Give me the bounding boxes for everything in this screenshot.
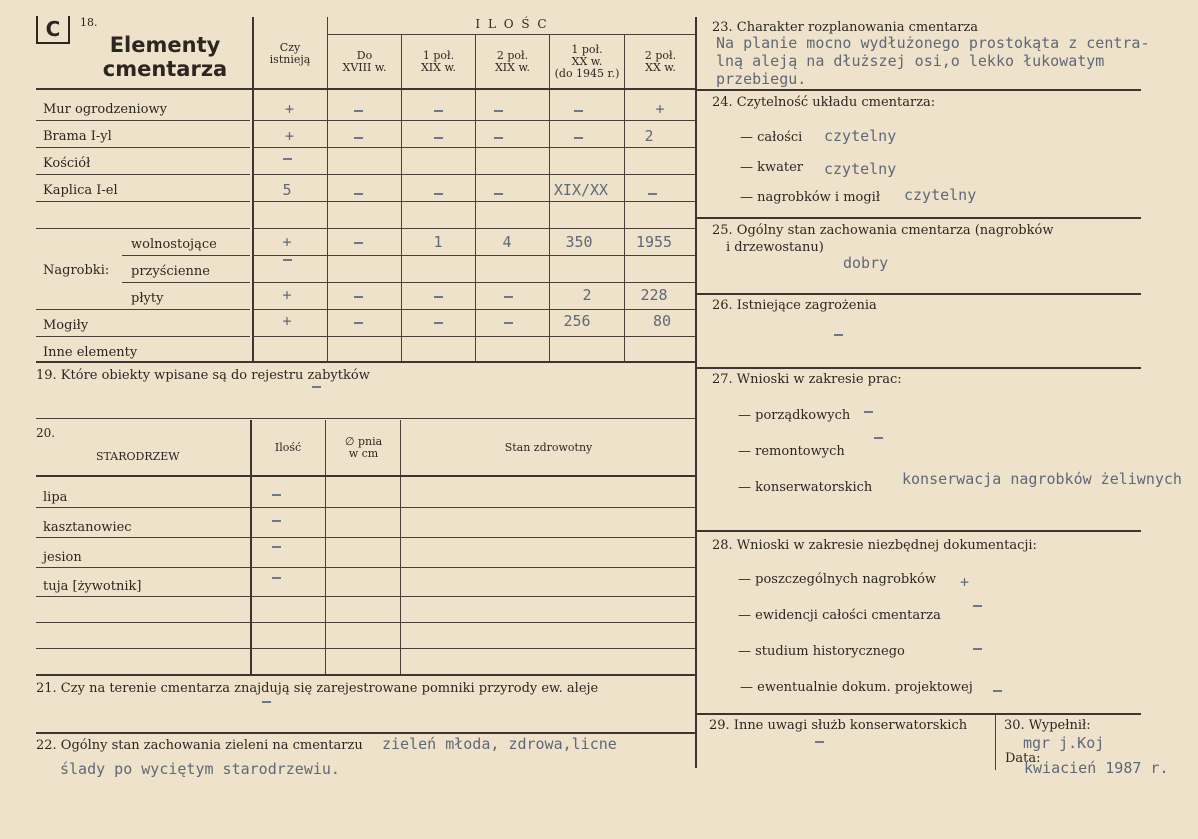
s22-value-line1: zieleń młoda, zdrowa,licne: [382, 735, 617, 753]
s30-date-value: kwiacień 1987 r.: [1024, 759, 1169, 777]
s20-title: STARODRZEW: [96, 450, 180, 463]
p3-l2: XIX w.: [494, 61, 531, 74]
grid-line: [697, 530, 1141, 532]
tree-tuja: tuja [żywotnik]: [43, 579, 142, 594]
s19-label: 19. Które obiekty wpisane są do rejestru zabytków: [36, 368, 370, 383]
p5-l1: 2 poł.: [644, 49, 677, 62]
dash-mark: [574, 137, 583, 139]
dash-mark: [354, 242, 363, 244]
s23-line-3: przebiegu.: [716, 70, 807, 88]
p4-l2: XX w.: [571, 55, 603, 68]
dash-mark: [494, 193, 503, 195]
s28-item-3: — studium historycznego: [738, 644, 905, 659]
grid-line: [36, 88, 696, 90]
dash-mark: [815, 741, 824, 743]
row-line: [36, 336, 250, 337]
s24-item-3: — nagrobków i mogił: [740, 190, 881, 205]
mur-v5: +: [655, 100, 665, 118]
mur-exists: +: [284, 100, 295, 118]
wolno-exists: +: [282, 233, 292, 251]
brama-exists: +: [284, 127, 295, 145]
row-label-mur: Mur ogrodzeniowy: [43, 102, 167, 117]
s30-name: mgr j.Koj: [1023, 734, 1105, 752]
row-label-plyty: płyty: [131, 291, 164, 306]
row-line: [36, 537, 696, 538]
row-line: [36, 567, 696, 568]
s24-label: 24. Czytelność układu cmentarza:: [712, 95, 936, 110]
row-line: [252, 174, 696, 175]
row-line: [36, 174, 250, 175]
dash-mark: [283, 158, 292, 160]
grid-line: [36, 475, 696, 477]
s27-value-3: konserwacja nagrobków żeliwnych: [902, 470, 1182, 488]
row-line: [36, 507, 696, 508]
dash-mark: [864, 411, 873, 413]
s25-label-line1: 25. Ogólny stan zachowania cmentarza (nagrobków: [712, 223, 1054, 238]
dash-mark: [262, 701, 271, 703]
s26-label: 26. Istniejące zagrożenia: [712, 298, 877, 313]
col-exists-l1: Czy: [279, 41, 301, 54]
row-line: [252, 309, 696, 310]
diam-l2: w cm: [348, 447, 379, 460]
dash-mark: [993, 690, 1002, 692]
row-label-brama: Brama I-yl: [43, 129, 112, 144]
s20-col-health: Stan zdrowotny: [504, 441, 593, 454]
period-col-5: [625, 50, 696, 74]
dash-mark: [574, 110, 583, 112]
row-line: [36, 622, 696, 623]
dash-mark: [434, 296, 443, 298]
dash-mark: [504, 296, 513, 298]
row-label-inne: Inne elementy: [43, 345, 138, 360]
dash-mark: [434, 322, 443, 324]
s24-value-1: czytelny: [824, 127, 897, 145]
wolno-v5: 1955: [635, 233, 673, 251]
ilosc-header: I L O Ś C: [475, 17, 549, 31]
period-col-3: [476, 50, 549, 74]
p2-l1: 1 poł.: [422, 49, 455, 62]
dash-mark: [434, 193, 443, 195]
plyty-exists: +: [282, 286, 292, 304]
s22-value-line2: ślady po wyciętym starodrzewiu.: [60, 760, 340, 778]
s27-item-3: — konserwatorskich: [738, 480, 873, 495]
dash-mark: [874, 437, 883, 439]
dash-mark: [354, 322, 363, 324]
row-line: [122, 282, 250, 283]
grid-line: [36, 674, 696, 676]
tree-lipa: lipa: [43, 490, 68, 505]
s28-item-1: — poszczególnych nagrobków: [738, 572, 937, 587]
col-exists-l2: istnieją: [269, 53, 311, 66]
grid-line: [328, 34, 696, 35]
row-line: [252, 282, 696, 283]
dash-mark: [504, 322, 513, 324]
s28-item-2: — ewidencji całości cmentarza: [738, 608, 941, 623]
s30-date-label: Data:: [1005, 751, 1041, 766]
wolno-v4: 350: [565, 233, 593, 251]
row-line: [36, 147, 250, 148]
s20-col-count: Ilość: [274, 441, 302, 454]
p5-l2: XX w.: [645, 61, 676, 74]
dash-mark: [973, 648, 982, 650]
s21-label: 21. Czy na terenie cmentarza znajdują się zarejestrowane pomniki przyrody ew. aleje: [36, 681, 599, 696]
row-line: [252, 147, 696, 148]
s28-value-1: +: [960, 573, 970, 591]
brama-v5: 2: [644, 127, 654, 145]
grid-line: [36, 361, 696, 363]
dash-mark: [494, 137, 503, 139]
grid-line: [697, 713, 1141, 715]
p4-l1: 1 poł.: [571, 43, 603, 56]
section-number: 18.: [80, 16, 98, 29]
s24-item-2: — kwater: [740, 160, 804, 175]
grid-line: [697, 89, 1141, 91]
row-label-przysc: przyścienne: [131, 264, 210, 279]
row-line: [252, 120, 696, 121]
row-label-nagrobki: Nagrobki:: [43, 263, 110, 278]
kaplica-exists: 5: [282, 181, 292, 199]
grid-line: [995, 714, 996, 770]
p4-l3: (do 1945 r.): [554, 67, 620, 80]
dash-mark: [434, 137, 443, 139]
mogily-exists: +: [282, 312, 292, 330]
s20-number: 20.: [36, 426, 56, 440]
title-line-1: Elementy: [109, 33, 221, 57]
grid-line: [36, 418, 696, 419]
row-line: [36, 228, 250, 229]
s25-label-line2: i drzewostanu): [726, 240, 824, 255]
s25-value: dobry: [843, 254, 889, 272]
row-line: [36, 648, 696, 649]
dash-mark: [354, 110, 363, 112]
wolno-v2: 1: [433, 233, 443, 251]
p1-l2: XVIII w.: [342, 61, 387, 74]
section-badge: C: [36, 16, 70, 44]
dash-mark: [312, 386, 321, 388]
row-label-mogily: Mogiły: [43, 318, 89, 333]
s27-item-1: — porządkowych: [738, 408, 851, 423]
dash-mark: [648, 193, 657, 195]
row-line: [122, 255, 250, 256]
grid-line: [401, 35, 402, 361]
row-line: [36, 120, 250, 121]
grid-line: [325, 420, 326, 674]
s24-value-2: czytelny: [824, 160, 897, 178]
section-title: [100, 33, 230, 81]
s24-item-1: — całości: [740, 130, 803, 145]
p1-l1: Do: [356, 49, 373, 62]
dash-mark: [354, 137, 363, 139]
period-col-2: [402, 50, 475, 74]
s27-label: 27. Wnioski w zakresie prac:: [712, 372, 902, 387]
s24-value-3: czytelny: [904, 186, 977, 204]
dash-mark: [834, 334, 843, 336]
tree-jesion: jesion: [43, 550, 82, 565]
s23-line-1: Na planie mocno wydłużonego prostokąta z centra-: [716, 34, 1150, 52]
s28-label: 28. Wnioski w zakresie niezbędnej dokumentacji:: [712, 538, 1037, 553]
dash-mark: [272, 494, 281, 496]
s29-label: 29. Inne uwagi służb konserwatorskich: [709, 718, 968, 733]
dash-mark: [973, 605, 982, 607]
grid-line: [36, 732, 696, 734]
row-line: [252, 255, 696, 256]
period-col-4: [550, 44, 624, 80]
p2-l2: XIX w.: [420, 61, 457, 74]
s20-col-diam: [327, 436, 400, 460]
tree-kasztanowiec: kasztanowiec: [43, 520, 132, 535]
row-line: [36, 596, 696, 597]
s28-item-4: — ewentualnie dokum. projektowej: [740, 680, 973, 695]
plyty-v4: 2: [582, 286, 592, 304]
grid-line: [400, 420, 401, 674]
s23-label: 23. Charakter rozplanowania cmentarza: [712, 20, 979, 35]
row-label-kaplica: Kaplica I-el: [43, 183, 118, 198]
kaplica-v4: XIX/XX: [553, 181, 609, 199]
grid-line: [697, 217, 1141, 219]
row-line: [36, 201, 250, 202]
dash-mark: [272, 520, 281, 522]
dash-mark: [272, 546, 281, 548]
dash-mark: [354, 296, 363, 298]
dash-mark: [494, 110, 503, 112]
grid-line: [697, 367, 1141, 369]
dash-mark: [283, 259, 292, 261]
title-line-2: cmentarza: [102, 57, 228, 81]
center-divider: [695, 17, 697, 768]
s30-label: 30. Wypełnił:: [1004, 718, 1091, 733]
grid-line: [697, 293, 1141, 295]
grid-line: [250, 420, 252, 674]
s22-label: 22. Ogólny stan zachowania zieleni na cmentarzu: [36, 738, 363, 753]
mogily-v5: 80: [652, 312, 672, 330]
diam-l1: ∅ pnia: [344, 435, 383, 448]
plyty-v5: 228: [640, 286, 668, 304]
dash-mark: [272, 577, 281, 579]
row-line: [252, 228, 696, 229]
s23-line-2: lną aleją na dłuższej osi,o lekko łukowatym: [716, 52, 1105, 70]
row-line: [252, 201, 696, 202]
wolno-v3: 4: [502, 233, 512, 251]
row-label-kosciol: Kościół: [43, 156, 91, 171]
s27-item-2: — remontowych: [738, 444, 845, 459]
p3-l1: 2 poł.: [496, 49, 529, 62]
row-line: [36, 309, 250, 310]
grid-line: [475, 35, 476, 361]
row-label-wolno: wolnostojące: [131, 237, 217, 252]
row-line: [252, 336, 696, 337]
dash-mark: [434, 110, 443, 112]
col-exists-header: [254, 42, 326, 66]
dash-mark: [354, 193, 363, 195]
period-col-1: [328, 50, 401, 74]
mogily-v4: 256: [563, 312, 591, 330]
